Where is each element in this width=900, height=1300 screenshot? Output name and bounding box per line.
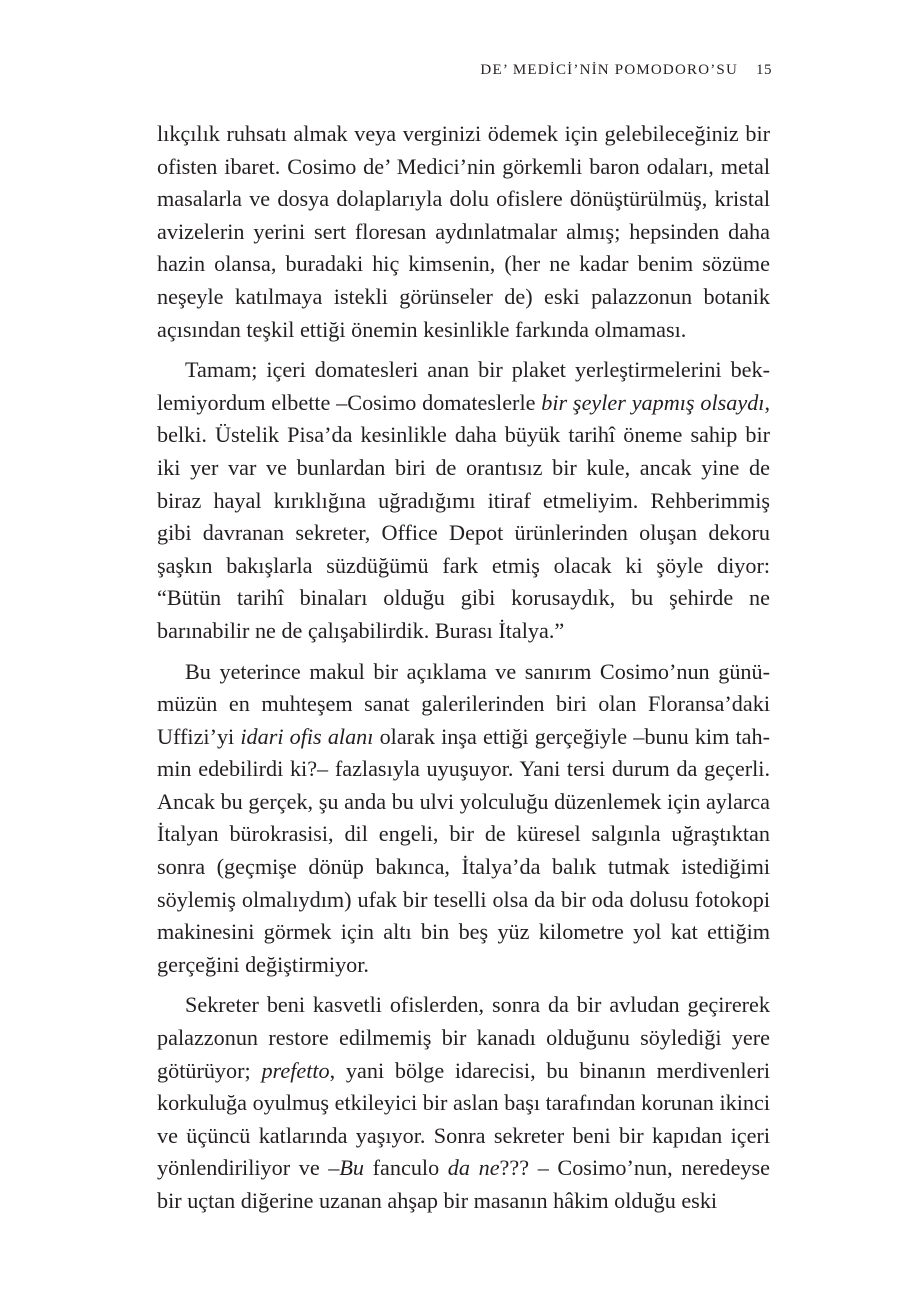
text-run: lıkçılık ruhsatı almak veya verginizi ödemek için gelebileceğiniz bir ofisten ibaret. Cosimo de’ Medici’nin görkemli baron odaları, metal masalarla ve dosya dolaplarıyla dolu ofislere dönüştürülmüş, kristal avizelerin yerini sert floresan aydınlatmalar almış; hepsinden daha hazin olansa, buradaki hiç kimsenin, (her ne kadar benim sözüme neşeyle katılmaya istekli görünseler de) eski palazzonun botanik açısından teşkil ettiği önemin kesinlikle farkında olmaması. (157, 121, 770, 342)
italic-text-run: Bu (339, 1155, 365, 1181)
italic-text-run: idari ofis alanı (240, 723, 374, 749)
paragraph (157, 989, 770, 1217)
text-run: fanculo (364, 1155, 448, 1181)
paragraph (157, 656, 770, 982)
page-number: 15 (756, 62, 772, 78)
text-run: , belki. Üstelik Pisa’da kesinlikle daha büyük tarihî öneme sahip bir iki yer var ve bunlardan biri de orantısız bir kule, ancak yine de biraz hayal kırıklığına uğradığımı itiraf etmeliyim. Rehberimmiş gibi davranan sekreter, Office Depot ürünlerinden oluşan dekoru şaşkın bakışlarla süzdüğümü fark etmiş olacak ki şöyle diyor: “Bütün tarihî binaları olduğu gibi korusaydık, bu şehirde ne barınabilir ne de çalışabilirdik. Burası İtalya.” (157, 389, 770, 643)
text-run: , yani bölge idarecisi, bu binanın merdivenleri korkuluğa oyulmuş etkileyici bir aslan başı tarafından korunan ikinci ve üçüncü katlarında yaşıyor. Sonra sekreter beni bir kapıdan içeri yönlendiriliyor ve – (157, 1057, 770, 1181)
text-run: Bu yeterince makul bir açıklama ve sanırım Cosimo’nun günümüzün en muhteşem sanat galerilerinden biri olan Floransa’daki Uffizi’yi (157, 658, 770, 749)
paragraph (157, 118, 770, 346)
running-header (480, 62, 772, 79)
italic-text-run: prefetto (261, 1057, 330, 1083)
text-run: olarak inşa ettiği gerçeğiyle –bunu kim tahmin edebilirdi ki?– fazlasıyla uyuşuyor. Yani tersi durum da geçerli. Ancak bu gerçek, şu anda bu ulvi yolculuğu düzenlemek için aylarca İtalyan bürokrasisi, dil engeli, bir de küresel salgınla uğraştıktan sonra (geçmişe dönüp bakınca, İtalya’da balık tutmak istediğimi söylemiş olmalıydım) ufak bir teselli olsa da bir oda dolusu fotokopi makinesini görmek için altı bin beş yüz kilometre yol kat ettiğim gerçeğini değiştirmiyor. (157, 723, 770, 977)
text-run: Tamam; içeri domatesleri anan bir plaket yerleştirmelerini beklemiyordum elbette –Cosimo domateslerle (157, 357, 770, 415)
paragraph (157, 354, 770, 647)
italic-text-run: bir şeyler yapmış olsaydı (541, 389, 765, 415)
text-run: ??? – Cosimo’nun, neredeyse bir uçtan diğerine uzanan ahşap bir masanın hâkim olduğu eski (157, 1155, 770, 1213)
running-header-title: DE’ MEDİCİ’NİN POMODORO’SU (480, 62, 738, 78)
italic-text-run: da ne (447, 1155, 500, 1181)
text-run: Sekreter beni kasvetli ofislerden, sonra da bir avludan geçirerek palazzonun restore edilmemiş bir kanadı olduğunu söylediği yere götürüyor; (157, 992, 770, 1083)
body-text (157, 118, 770, 1218)
